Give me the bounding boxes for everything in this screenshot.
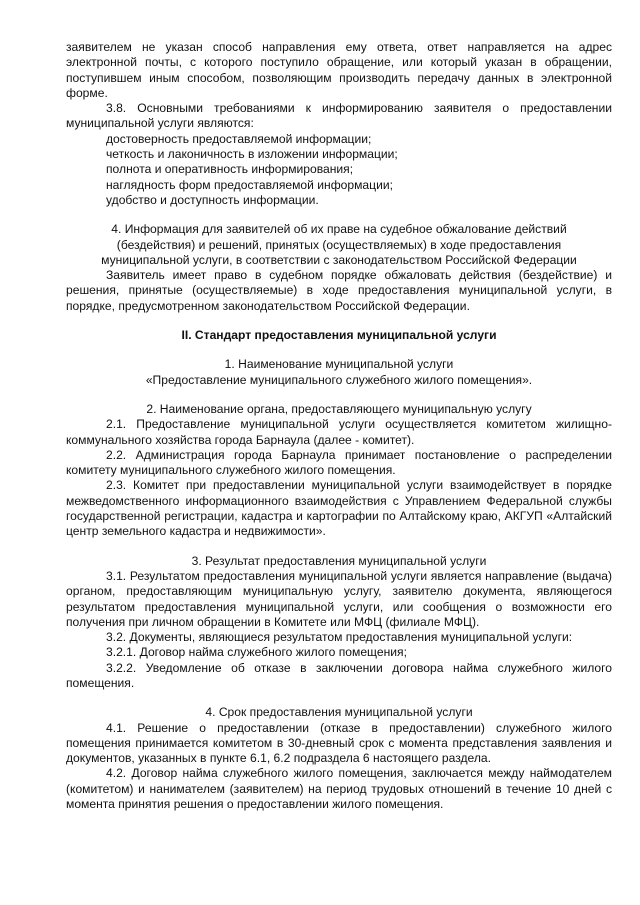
subsection-1-title: 1. Наименование муниципальной услуги <box>224 357 454 372</box>
heading-4-line-3: муниципальной услуги, в соответствии с законодательством Российской Федерации <box>101 252 577 267</box>
paragraph-3-1: 3.1. Результатом предоставления муниципальной услуги является направление (выдача) органом, предоставляющим муниципальную услугу, заявителю документа, являющегося результатом предоставления муниципальной услуги, или сообщения о возможности его получения при личном обращении в Комитете или МФЦ (филиале МФЦ). <box>66 568 612 629</box>
document-page <box>66 40 612 812</box>
list-item: удобство и доступность информации. <box>106 192 319 207</box>
heading-4-line-1: 4. Информация для заявителей об их праве на судебное обжалование действий <box>111 222 567 237</box>
paragraph-continuation: заявителем не указан способ направления ему ответа, ответ направляется на адрес электронной почты, с которого поступило обращение, или который указан в обращении, поступившем иным способом, позволяющим производить передачу данных в электронной форме. <box>66 40 612 100</box>
requirements-list <box>66 132 612 208</box>
paragraph-2-1: 2.1. Предоставление муниципальной услуги осуществляется комитетом жилищно-коммунального хозяйства города Барнаула (далее - комитет). <box>66 417 612 447</box>
subsection-1-text: «Предоставление муниципального служебного жилого помещения». <box>145 372 533 387</box>
list-item: четкость и лаконичность в изложении информации; <box>106 147 398 162</box>
section-title: II. Стандарт предоставления муниципальной услуги <box>181 328 497 343</box>
list-item: наглядность форм предоставляемой информации; <box>106 177 393 192</box>
paragraph-3-2-1: 3.2.1. Договор найма служебного жилого помещения; <box>106 645 407 660</box>
paragraph-4-2: 4.2. Договор найма служебного жилого помещения, заключается между наймодателем (комитетом) и нанимателем (заявителем) на период трудовых отношений в течение 10 дней с момента принятия решения о предоставлении жилого помещения. <box>66 766 612 812</box>
subsection-3-title: 3. Результат предоставления муниципальной услуги <box>191 553 487 568</box>
paragraph-4-1: 4.1. Решение о предоставлении (отказе в предоставлении) служебного жилого помещения принимается комитетом в 30-дневный срок с момента представления заявления и документов, указанных в пункте 6.1, 6.2 подраздела 6 настоящего раздела. <box>66 720 612 766</box>
paragraph-2-3: 2.3. Комитет при предоставлении муниципальной услуги взаимодействует в порядке межведомственного информационного взаимодействия с Управлением Федеральной службы государственной регистрации, кадастра и картографии по Алтайскому краю, АКГУП «Алтайский центр земельного кадастра и недвижимости». <box>66 478 612 539</box>
paragraph-4: Заявитель имеет право в судебном порядке обжаловать действия (бездействие) и решения, принятые (осуществляемые) в ходе предоставления муниципальной услуги, в порядке, предусмотренном законодательством Российской Федерации. <box>66 268 612 313</box>
paragraph-3-8: 3.8. Основными требованиями к информированию заявителя о предоставлении муниципальной услуги являются: <box>66 101 612 131</box>
subsection-2-title: 2. Наименование органа, предоставляющего муниципальную услугу <box>146 401 532 416</box>
paragraph-3-2: 3.2. Документы, являющиеся результатом предоставления муниципальной услуги: <box>106 630 573 645</box>
paragraph-3-2-2: 3.2.2. Уведомление об отказе в заключении договора найма служебного жилого помещения. <box>66 660 612 690</box>
list-item: достоверность предоставляемой информации; <box>106 131 372 146</box>
list-item: полнота и оперативность информирования; <box>106 162 354 177</box>
subsection-4-title: 4. Срок предоставления муниципальной услуги <box>205 705 473 720</box>
paragraph-2-2: 2.2. Администрация города Барнаула принимает постановление о распределении комитету муниципального служебного жилого помещения. <box>66 447 612 478</box>
heading-4-line-2: (бездействия) и решений, принятых (осуществляемых) в ходе предоставления <box>116 237 562 252</box>
